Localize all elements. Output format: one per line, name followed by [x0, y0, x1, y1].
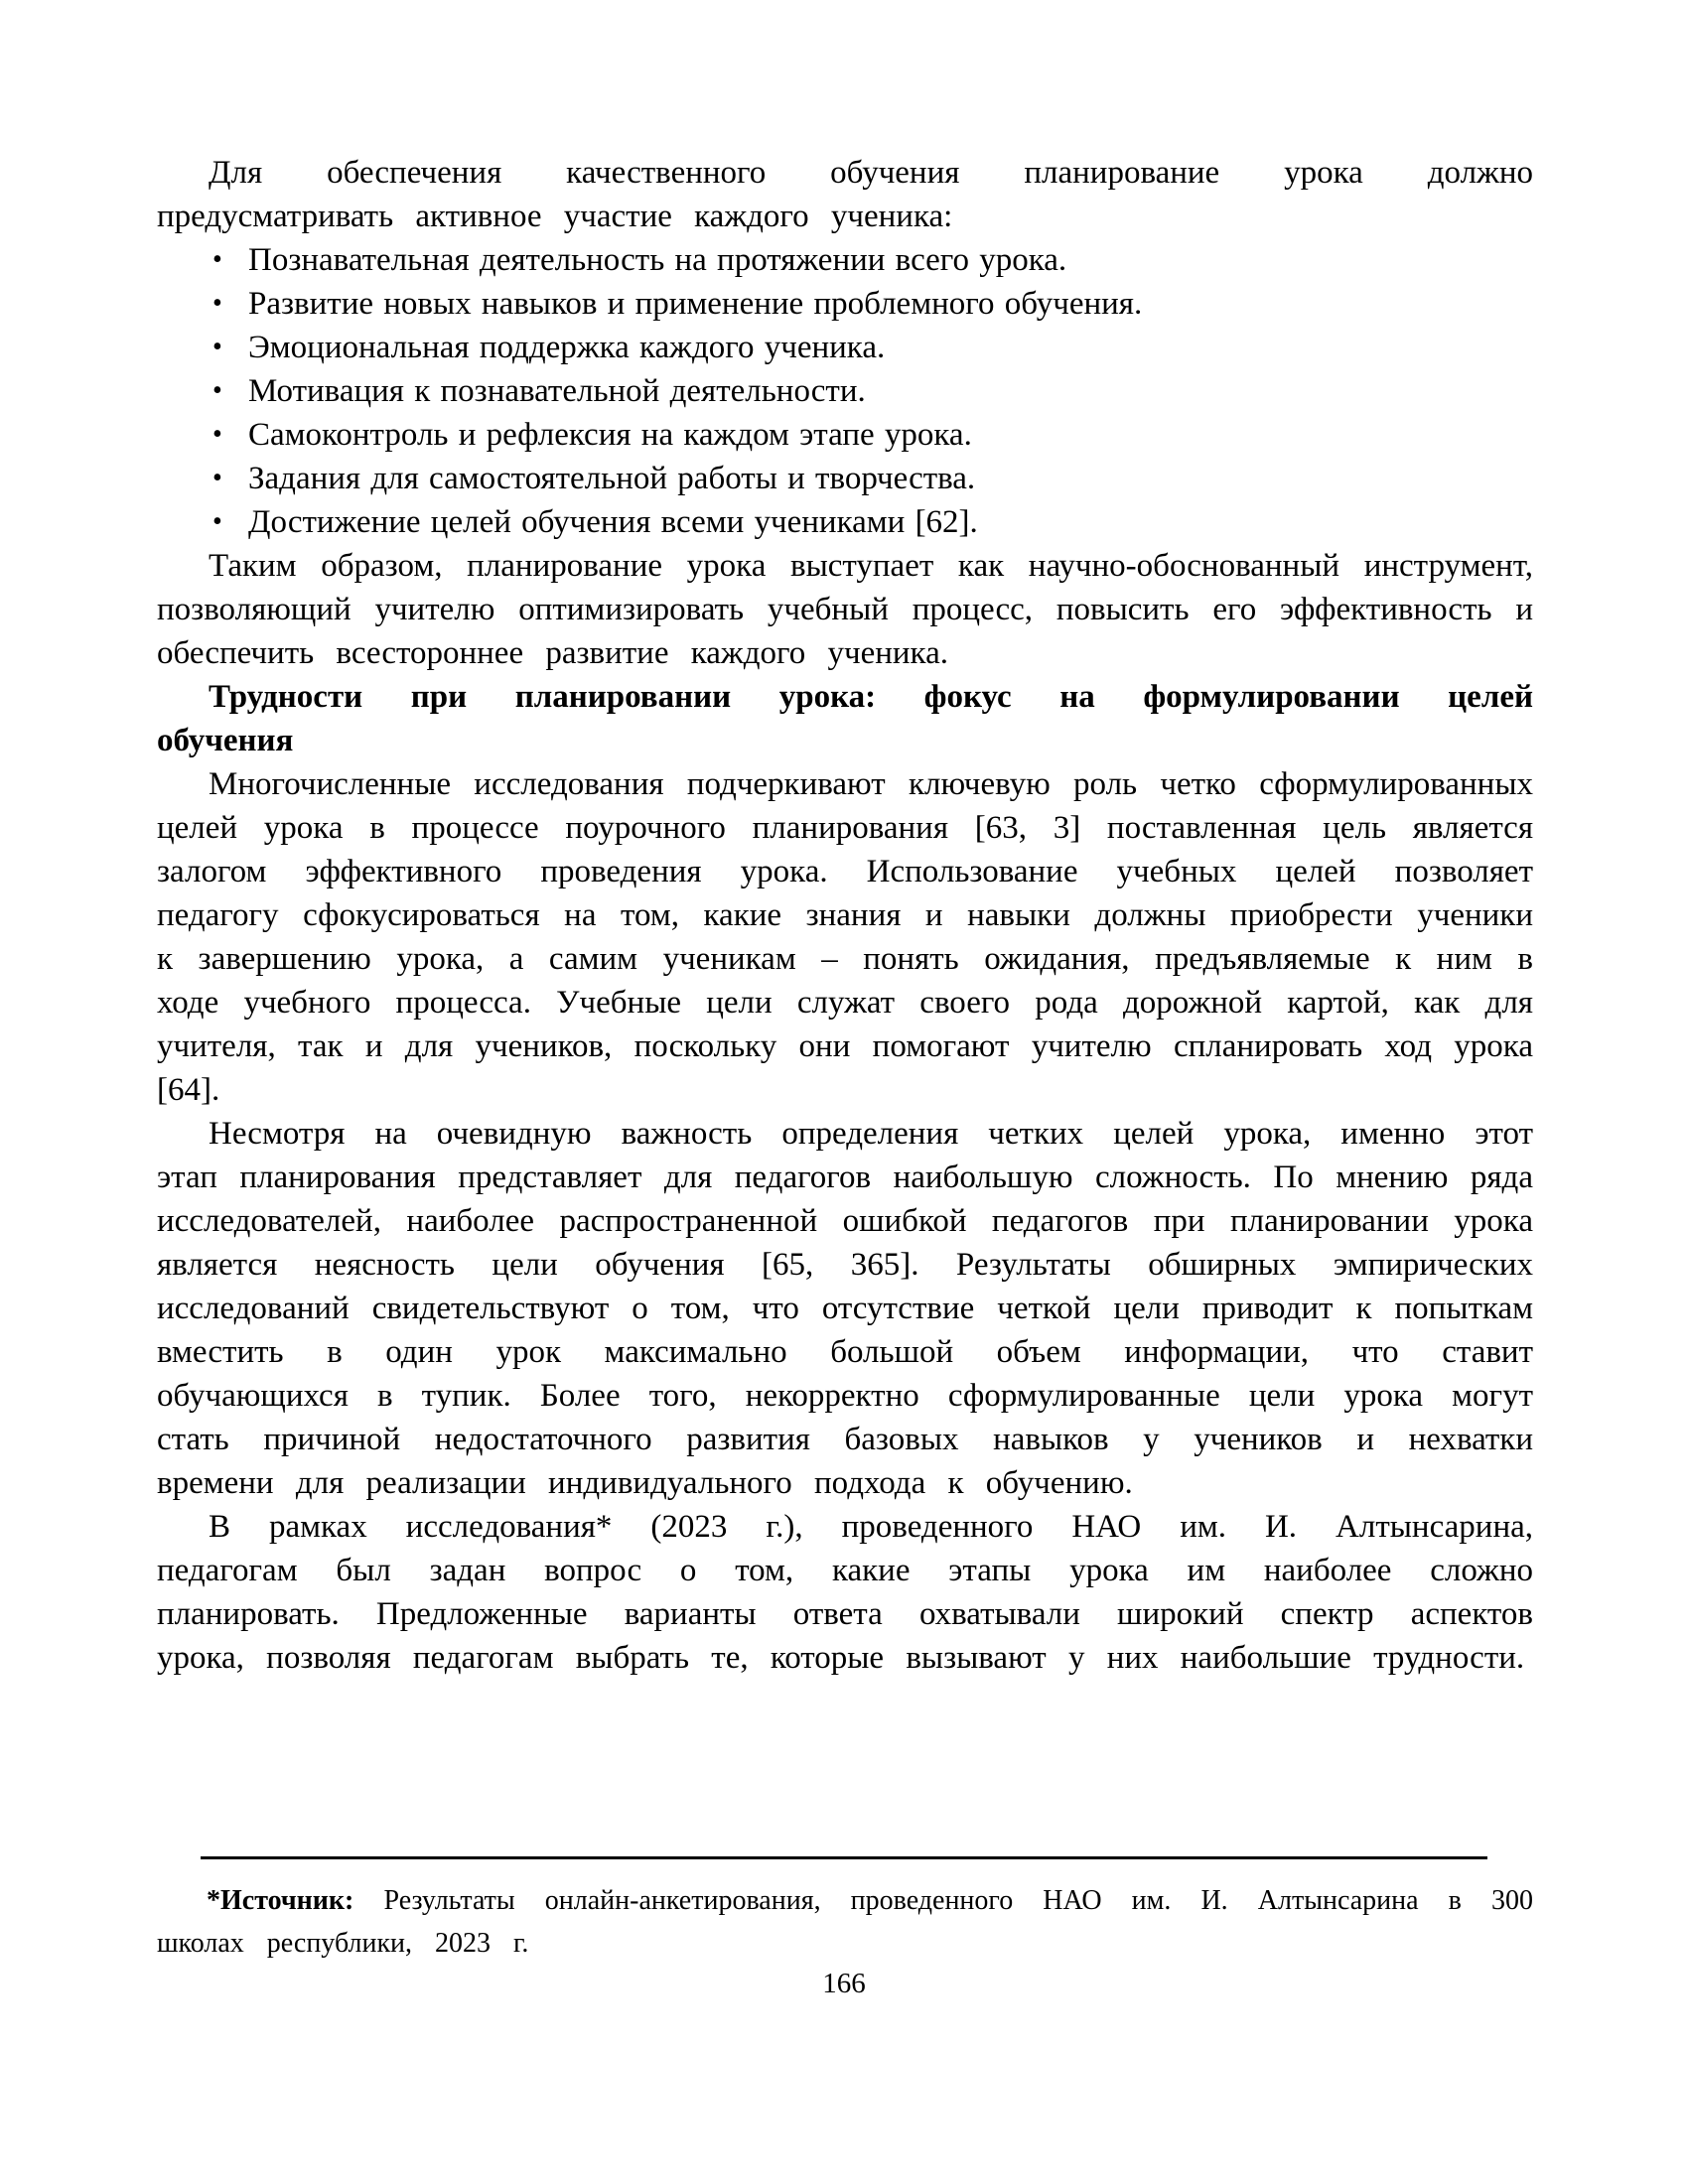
list-item-text: Достижение целей обучения всеми учениками [62]. [248, 504, 978, 540]
bullet-icon: • [212, 244, 222, 275]
list-item [157, 238, 1533, 282]
list-item-text: Эмоциональная поддержка каждого ученика. [248, 330, 886, 365]
list-item [157, 326, 1533, 369]
footnote-separator [201, 1856, 1487, 1859]
footnote-text: Результаты онлайн-анкетирования, проведенного НАО им. И. Алтынсарина в 300 школах республики, 2023 г. [157, 1885, 1533, 1959]
section-heading: Трудности при планировании урока: фокус на формулировании целей обучения [157, 679, 1533, 758]
list-item-text: Мотивация к познавательной деятельности. [248, 373, 866, 409]
paragraph-research: В рамках исследования* (2023 г.), проведенного НАО им. И. Алтынсарина, педагогам был задан вопрос о том, какие этапы урока им наиболее сложно планировать. Предложенные варианты ответа охватывали широкий спектр аспектов урока, позволяя педагогам выбрать те, которые вызывают у них наибольшие трудности. [157, 1509, 1533, 1676]
list-item-text: Познавательная деятельность на протяжении всего урока. [248, 242, 1067, 278]
bullet-icon: • [212, 419, 222, 450]
page-number: 166 [822, 1968, 866, 1999]
footnote-source-label: *Источник: [207, 1885, 354, 1916]
paragraph-goals: Многочисленные исследования подчеркивают ключевую роль четко сформулированных целей урока в процессе поурочного планирования [63, 3] поставленная цель является залогом эффективного проведения урока. Использование учебных целей позволяет педагогу сфокусироваться на том, какие знания и навыки должны приобрести ученики к завершению урока, а самим ученикам – понять ожидания, предъявляемые к ним в ходе учебного процесса. Учебные цели служат своего рода дорожной картой, как для учителя, так и для учеников, поскольку они помогают учителю спланировать ход урока [64]. [157, 766, 1533, 1108]
paragraph-difficulty: Несмотря на очевидную важность определения четких целей урока, именно этот этап планирования представляет для педагогов наибольшую сложность. По мнению ряда исследователей, наиболее распространенной ошибкой педагогов при планировании урока является неясность цели обучения [65, 365]. Результаты обширных эмпирических исследований свидетельствуют о том, что отсутствие четкой цели приводит к попыткам вместить в один урок максимально большой объем информации, что ставит обучающихся в тупик. Более того, некорректно сформулированные цели урока могут стать причиной недостаточного развития базовых навыков у учеников и нехватки времени для реализации индивидуального подхода к обучению. [157, 1116, 1533, 1501]
list-item-text: Самоконтроль и рефлексия на каждом этапе урока. [248, 417, 972, 453]
paragraph-intro: Для обеспечения качественного обучения планирование урока должно предусматривать активное участие каждого ученика: [157, 155, 1533, 234]
paragraph-summary: Таким образом, планирование урока выступает как научно-обоснованный инструмент, позволяющий учителю оптимизировать учебный процесс, повысить его эффективность и обеспечить всестороннее развитие каждого ученика. [157, 548, 1533, 671]
bullet-icon: • [212, 288, 222, 319]
list-item [157, 500, 1533, 544]
bullet-icon: • [212, 463, 222, 493]
page-body [157, 151, 1533, 1680]
list-item [157, 457, 1533, 500]
bullet-icon: • [212, 375, 222, 406]
list-item [157, 413, 1533, 457]
footnote [157, 1879, 1533, 1965]
list-item [157, 282, 1533, 326]
list-item [157, 369, 1533, 413]
bullet-list [157, 238, 1533, 544]
bullet-icon: • [212, 506, 222, 537]
list-item-text: Задания для самостоятельной работы и творчества. [248, 461, 976, 496]
list-item-text: Развитие новых навыков и применение проблемного обучения. [248, 286, 1143, 322]
bullet-icon: • [212, 332, 222, 362]
